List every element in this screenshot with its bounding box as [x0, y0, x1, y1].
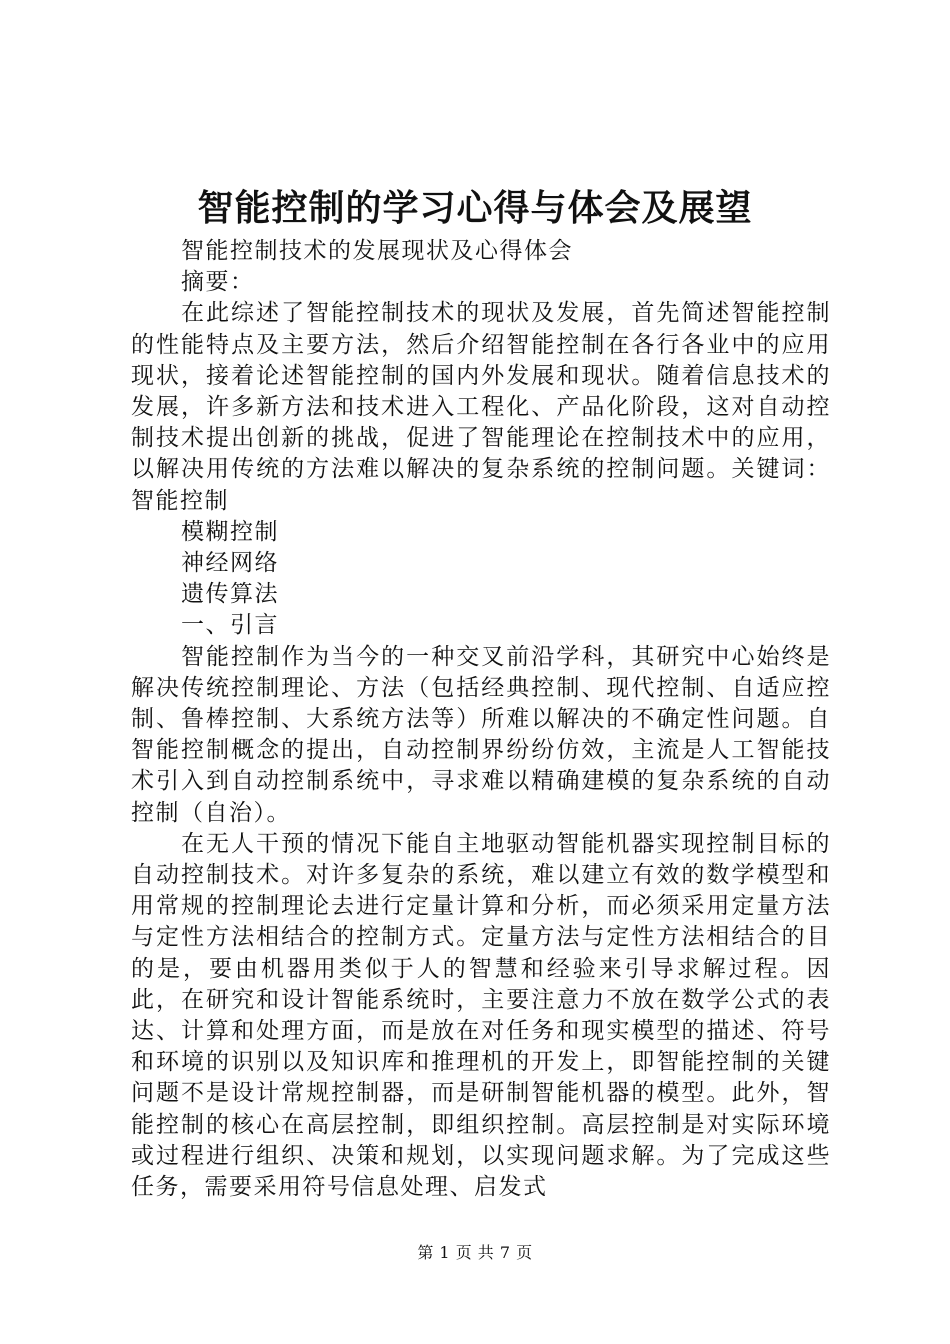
document-body — [131, 236, 831, 1203]
section-heading-introduction: 一、引言 — [181, 612, 279, 639]
keyword-fuzzy-control: 模糊控制 — [181, 518, 279, 545]
abstract-heading: 摘要： — [181, 269, 255, 296]
keyword-genetic-algorithm: 遗传算法 — [181, 581, 279, 608]
document-title: 智能控制的学习心得与体会及展望 — [197, 187, 753, 229]
keyword-neural-network: 神经网络 — [181, 550, 279, 577]
body-paragraph-2: 在无人干预的情况下能自主地驱动智能机器实现控制目标的自动控制技术。对许多复杂的系统，难以建立有效的数学模型和用常规的控制理论去进行定量计算和分析，而必须采用定量方法与定性方法相结合的控制方式。定量方法与定性方法相结合的目的是，要由机器用类似于人的智慧和经验来引导求解过程。因此，在研究和设计智能系统时，主要注意力不放在数学公式的表达、计算和处理方面，而是放在对任务和现实模型的描述、符号和环境的识别以及知识库和推理机的开发上，即智能控制的关键问题不是设计常规控制器，而是研制智能机器的模型。此外，智能控制的核心在高层控制，即组织控制。高层控制是对实际环境或过程进行组织、决策和规划，以实现问题求解。为了完成这些任务，需要采用符号信息处理、启发式 — [131, 830, 831, 1201]
page-footer: 第 1 页 共 7 页 — [417, 1243, 533, 1262]
abstract-paragraph: 在此综述了智能控制技术的现状及发展，首先简述智能控制的性能特点及主要方法，然后介绍智能控制在各行各业中的应用现状，接着论述智能控制的国内外发展和现状。随着信息技术的发展，许多新方法和技术进入工程化、产品化阶段，这对自动控制技术提出创新的挑战，促进了智能理论在控制技术中的应用，以解决用传统的方法难以解决的复杂系统的控制问题。关键词：智能控制 — [131, 300, 831, 514]
subtitle-paragraph: 智能控制技术的发展现状及心得体会 — [181, 238, 573, 264]
body-paragraph-1: 智能控制作为当今的一种交叉前沿学科，其研究中心始终是解决传统控制理论、方法（包括经典控制、现代控制、自适应控制、鲁棒控制、大系统方法等）所难以解决的不确定性问题。自智能控制概念的提出，自动控制界纷纷仿效，主流是人工智能技术引入到自动控制系统中，寻求难以精确建模的复杂系统的自动控制（自治）。 — [131, 643, 831, 826]
